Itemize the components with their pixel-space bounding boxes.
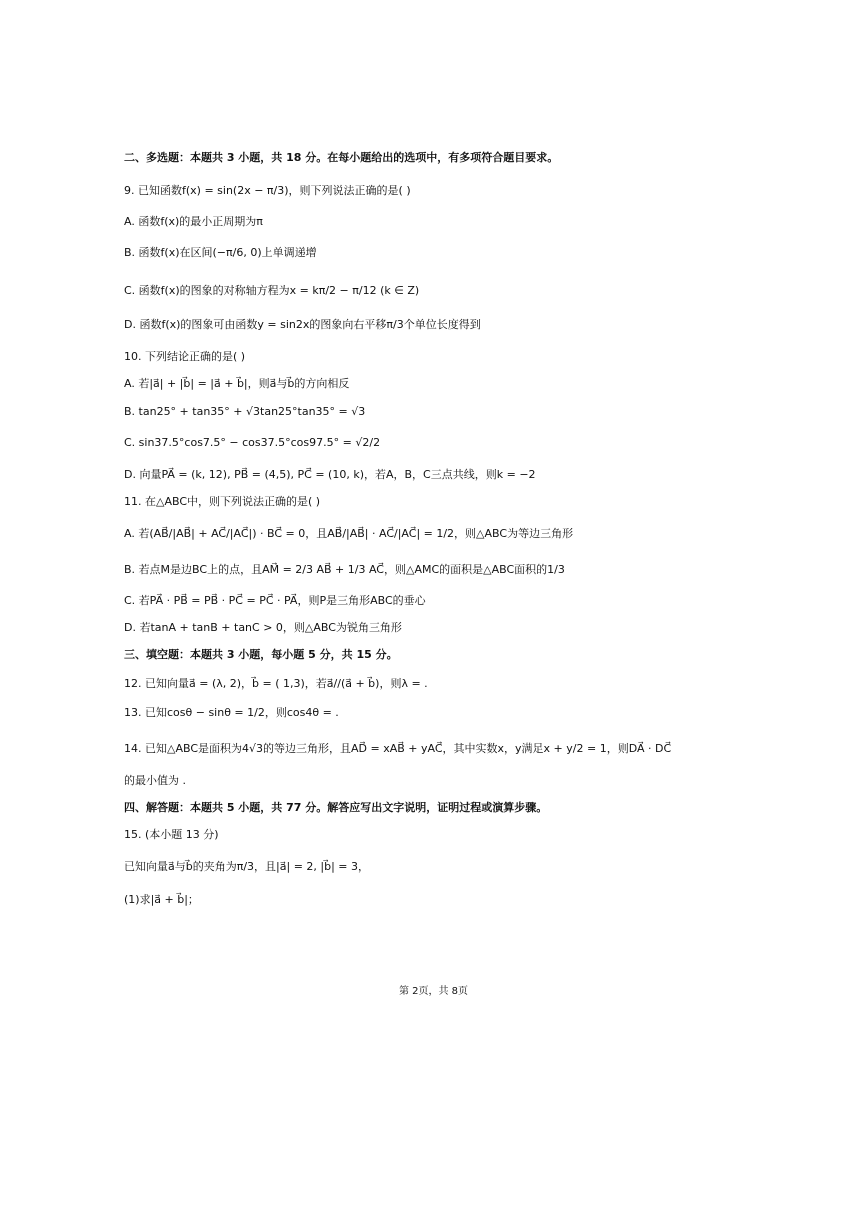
question-9-option-d: D. 函数f(x)的图象可由函数y = sin2x的图象向右平移π/3个单位长度得到 bbox=[124, 318, 481, 331]
question-14-line-1: 14. 已知△ABC是面积为4√3的等边三角形，且AD⃗ = xAB⃗ + yAC⃗，其中实数x，y满足x + y/2 = 1，则DA⃗ · DC⃗ bbox=[124, 742, 672, 755]
question-15-title: 15. (本小题 13 分) bbox=[124, 828, 219, 841]
section-multi-choice-heading: 二、多选题：本题共 3 小题，共 18 分。在每小题给出的选项中，有多项符合题目要求。 bbox=[124, 151, 559, 164]
section-fill-blank-heading: 三、填空题：本题共 3 小题，每小题 5 分，共 15 分。 bbox=[124, 648, 398, 661]
question-10-option-d: D. 向量PA⃗ = (k, 12), PB⃗ = (4,5), PC⃗ = (10, k)，若A，B，C三点共线，则k = −2 bbox=[124, 468, 536, 481]
question-11-option-a: A. 若(AB⃗/|AB⃗| + AC⃗/|AC⃗|) · BC⃗ = 0，且AB⃗/|AB⃗| · AC⃗/|AC⃗| = 1/2，则△ABC为等边三角形 bbox=[124, 527, 574, 540]
question-10-stem: 10. 下列结论正确的是( ) bbox=[124, 350, 246, 363]
question-9-option-b: B. 函数f(x)在区间(−π/6, 0)上单调递增 bbox=[124, 246, 317, 259]
question-9-stem: 9. 已知函数f(x) = sin(2x − π/3)，则下列说法正确的是( ) bbox=[124, 184, 411, 197]
page-footer: 第 2页，共 8页 bbox=[398, 986, 469, 997]
question-9-option-c: C. 函数f(x)的图象的对称轴方程为x = kπ/2 − π/12 (k ∈ Z) bbox=[124, 284, 420, 297]
question-11-option-d: D. 若tanA + tanB + tanC > 0，则△ABC为锐角三角形 bbox=[124, 621, 402, 634]
question-10-option-a: A. 若|a⃗| + |b⃗| = |a⃗ + b⃗|，则a⃗与b⃗的方向相反 bbox=[124, 377, 350, 390]
question-14-line-2: 的最小值为 . bbox=[124, 774, 186, 787]
question-9-option-a: A. 函数f(x)的最小正周期为π bbox=[124, 215, 263, 228]
question-11-option-c: C. 若PA⃗ · PB⃗ = PB⃗ · PC⃗ = PC⃗ · PA⃗，则P是三角形ABC的垂心 bbox=[124, 594, 426, 607]
question-10-option-b: B. tan25° + tan35° + √3tan25°tan35° = √3 bbox=[124, 405, 366, 418]
question-12: 12. 已知向量a⃗ = (λ, 2)，b⃗ = ( 1,3)，若a⃗//(a⃗ + b⃗)，则λ = . bbox=[124, 677, 428, 690]
question-13: 13. 已知cosθ − sinθ = 1/2，则cos4θ = . bbox=[124, 706, 339, 719]
question-15-part-1: (1)求|a⃗ + b⃗|； bbox=[124, 893, 199, 906]
question-10-option-c: C. sin37.5°cos7.5° − cos37.5°cos97.5° = √2/2 bbox=[124, 436, 381, 449]
question-11-stem: 11. 在△ABC中，则下列说法正确的是( ) bbox=[124, 495, 321, 508]
section-answer-heading: 四、解答题：本题共 5 小题，共 77 分。解答应写出文字说明，证明过程或演算步骤。 bbox=[124, 801, 548, 814]
question-15-stem: 已知向量a⃗与b⃗的夹角为π/3，且|a⃗| = 2, |b⃗| = 3， bbox=[124, 860, 370, 873]
question-11-option-b: B. 若点M是边BC上的点，且AM⃗ = 2/3 AB⃗ + 1/3 AC⃗，则△AMC的面积是△ABC面积的1/3 bbox=[124, 563, 565, 576]
